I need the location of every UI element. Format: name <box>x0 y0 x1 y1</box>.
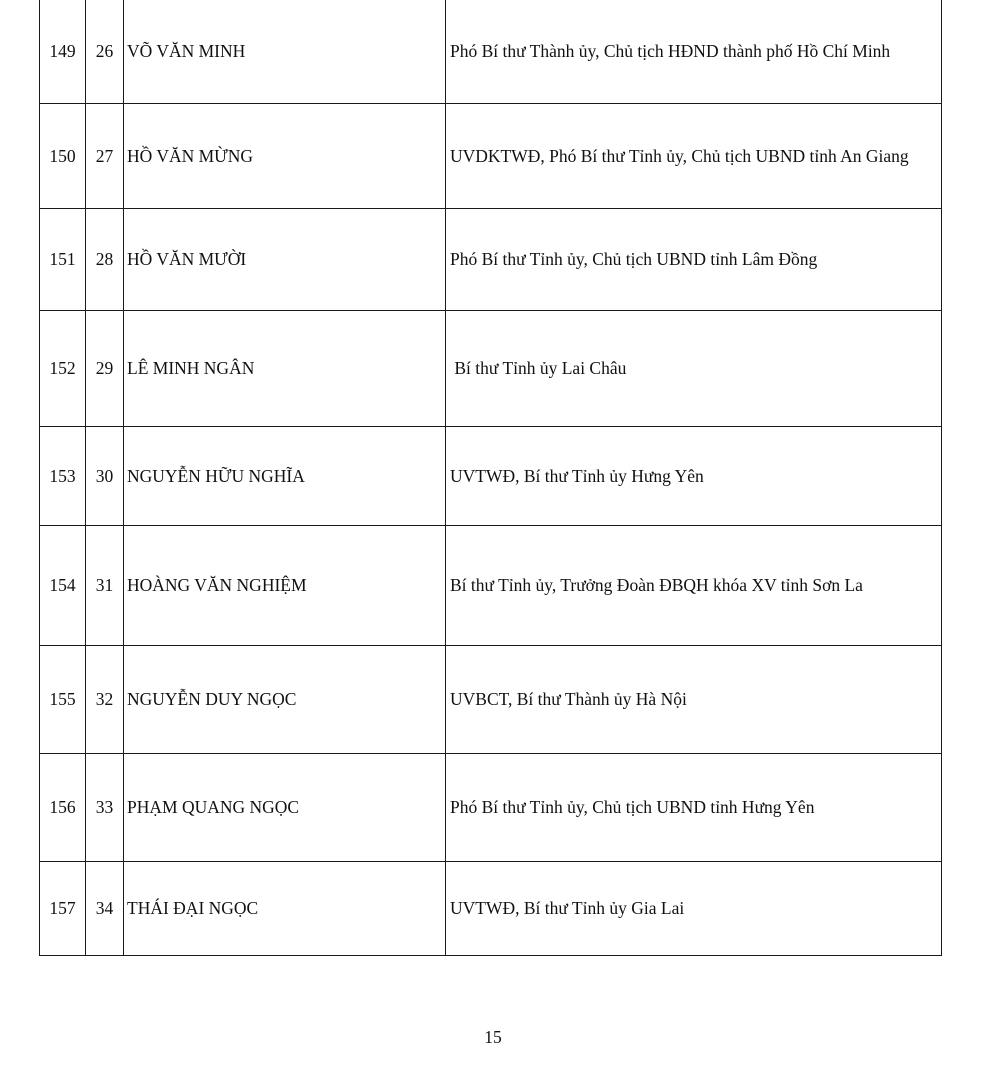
member-position: UVBCT, Bí thư Thành ủy Hà Nội <box>446 646 942 754</box>
row-number: 149 <box>40 0 86 104</box>
row-number: 154 <box>40 526 86 646</box>
group-row-number: 30 <box>86 427 124 526</box>
member-position: UVTWĐ, Bí thư Tỉnh ủy Hưng Yên <box>446 427 942 526</box>
member-position: Bí thư Tỉnh ủy Lai Châu <box>446 311 942 427</box>
table-row <box>40 209 942 311</box>
member-position: Phó Bí thư Tỉnh ủy, Chủ tịch UBND tỉnh Lâm Đồng <box>446 209 942 311</box>
row-number: 156 <box>40 754 86 862</box>
member-name: NGUYỄN DUY NGỌC <box>124 646 446 754</box>
group-row-number: 33 <box>86 754 124 862</box>
group-row-number: 26 <box>86 0 124 104</box>
member-position: Phó Bí thư Tỉnh ủy, Chủ tịch UBND tỉnh Hưng Yên <box>446 754 942 862</box>
table-row <box>40 862 942 956</box>
member-position: Bí thư Tỉnh ủy, Trưởng Đoàn ĐBQH khóa XV tỉnh Sơn La <box>446 526 942 646</box>
member-name: PHẠM QUANG NGỌC <box>124 754 446 862</box>
row-number: 153 <box>40 427 86 526</box>
member-name: HOÀNG VĂN NGHIỆM <box>124 526 446 646</box>
row-number: 151 <box>40 209 86 311</box>
group-row-number: 29 <box>86 311 124 427</box>
member-list-table <box>39 0 942 956</box>
member-position: Phó Bí thư Thành ủy, Chủ tịch HĐND thành phố Hồ Chí Minh <box>446 0 942 104</box>
member-name: HỒ VĂN MỪNG <box>124 104 446 209</box>
table-row <box>40 526 942 646</box>
member-name: HỒ VĂN MƯỜI <box>124 209 446 311</box>
table-row <box>40 0 942 104</box>
page-number: 15 <box>484 1027 502 1047</box>
member-name: NGUYỄN HỮU NGHĨA <box>124 427 446 526</box>
table-row <box>40 311 942 427</box>
member-name: LÊ MINH NGÂN <box>124 311 446 427</box>
table-row <box>40 427 942 526</box>
row-number: 155 <box>40 646 86 754</box>
group-row-number: 28 <box>86 209 124 311</box>
member-name: THÁI ĐẠI NGỌC <box>124 862 446 956</box>
group-row-number: 32 <box>86 646 124 754</box>
row-number: 150 <box>40 104 86 209</box>
table-row <box>40 754 942 862</box>
group-row-number: 34 <box>86 862 124 956</box>
table-row <box>40 646 942 754</box>
group-row-number: 27 <box>86 104 124 209</box>
member-name: VÕ VĂN MINH <box>124 0 446 104</box>
group-row-number: 31 <box>86 526 124 646</box>
row-number: 157 <box>40 862 86 956</box>
row-number: 152 <box>40 311 86 427</box>
member-position: UVDKTWĐ, Phó Bí thư Tỉnh ủy, Chủ tịch UBND tỉnh An Giang <box>446 104 942 209</box>
member-position: UVTWĐ, Bí thư Tỉnh ủy Gia Lai <box>446 862 942 956</box>
table-row <box>40 104 942 209</box>
